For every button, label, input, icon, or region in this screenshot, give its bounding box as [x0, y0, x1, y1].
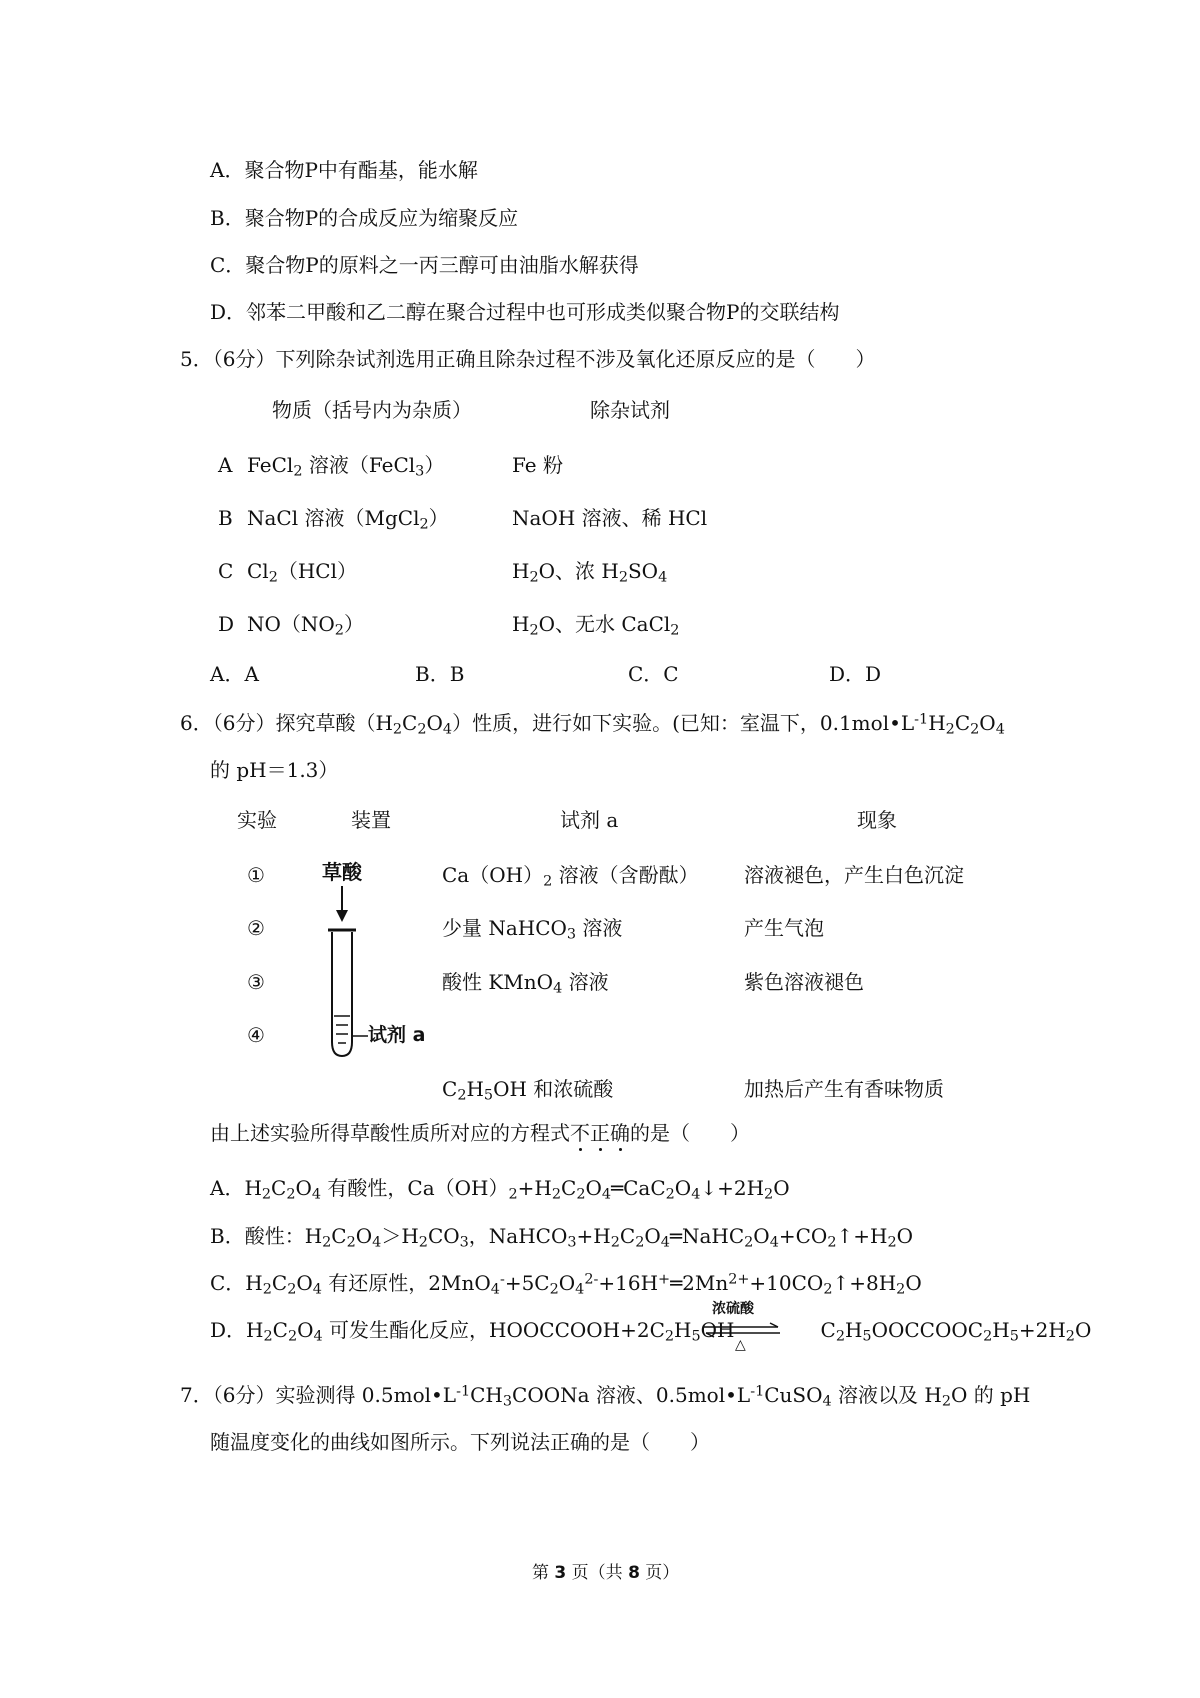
q5-header-reagent: 除杂试剂: [590, 398, 670, 422]
q4-option-a: A．聚合物P中有酯基，能水解: [210, 158, 478, 182]
footer-page-number: 3: [554, 1563, 567, 1583]
q6-header-phenomenon: 现象: [857, 808, 897, 832]
q6-row-phenomenon: 加热后产生有香味物质: [744, 1077, 944, 1101]
q6-option-c: C．$H_2C_2O_4$ 有还原性，$2MnO_4^-+5C_2O_4^{2-}+16H^+═2Mn^{2+}+10CO_2↑+8H_2O$: [210, 1271, 922, 1298]
q6-row-num: ①: [247, 863, 265, 887]
q6-header-reagent: 试剂 a: [560, 808, 619, 832]
q5-row-label: C: [218, 559, 234, 583]
q6-row-num: ③: [247, 970, 265, 994]
q6-row-num: ②: [247, 916, 265, 940]
q6-stem-line1: 6．（6分）探究草酸$(H_2C_2O_4)$性质，进行如下实验。(已知：室温下，$0.1mol•L^{-1}H_2C_2O_4$: [180, 711, 1005, 738]
q5-choice-b: B．B: [415, 662, 465, 686]
q5-stem: 5．（6分）下列除杂试剂选用正确且除杂过程不涉及氧化还原反应的是（ ）: [180, 347, 876, 371]
test-tube-icon: [328, 930, 368, 1056]
q6-row-reagent: $Ca(OH)_2$ 溶液（含酚酞）: [442, 863, 699, 890]
q6-row-phenomenon: 紫色溶液褪色: [744, 970, 864, 994]
q6-row-num: ④: [247, 1023, 265, 1047]
q6-row-reagent: $C_2H_5OH$ 和浓硫酸: [442, 1077, 614, 1104]
dropper-arrow-icon: [336, 886, 348, 922]
q7-line2: 随温度变化的曲线如图所示。下列说法正确的是（ ）: [210, 1430, 710, 1454]
q4-option-b: B．聚合物P的合成反应为缩聚反应: [210, 206, 519, 230]
footer-total-pages: 8: [628, 1563, 640, 1583]
q5-header-substance: 物质（括号内为杂质）: [272, 398, 472, 422]
q6-row-phenomenon: 溶液褪色，产生白色沉淀: [744, 863, 964, 887]
q5-row-reagent: Fe 粉: [512, 453, 563, 477]
q4-option-d: D．邻苯二甲酸和乙二醇在聚合过程中也可形成类似聚合物P的交联结构: [210, 300, 840, 324]
q6-row-reagent: 少量 NaHCO$_3$ 溶液: [442, 916, 623, 943]
device-label-reagent-a: 试剂 a: [368, 1024, 426, 1046]
q5-row-reagent: $H_2O$、无水 CaCl$_2$: [512, 612, 680, 639]
q6-stem-line2: 的 pH＝1.3）: [210, 758, 339, 782]
q5-row-reagent: NaOH 溶液、稀 HCl: [512, 506, 708, 530]
q5-row-substance: $Cl_2(HCl)$: [247, 559, 357, 586]
device-label-oxalic-acid: 草酸: [322, 860, 362, 884]
q7-line1: 7．（6分）实验测得 $0.5mol•L^{-1}CH_3COONa$ 溶液、$0.5mol•L^{-1}CuSO_4$ 溶液以及 $H_2O$ 的 pH: [180, 1383, 1031, 1410]
q6-header-device: 装置: [351, 808, 391, 832]
q5-row-substance: $NO(NO_2)$: [247, 612, 364, 639]
emphasis-not-correct: 不正确: [570, 1121, 630, 1145]
q6-header-exp: 实验: [237, 808, 277, 832]
q6-question: 由上述实验所得草酸性质所对应的方程式不正确的是（ ）: [210, 1121, 750, 1145]
q5-row-substance: NaCl 溶液（MgCl$_2$）: [247, 506, 449, 533]
q5-choice-d: D．D: [829, 662, 882, 686]
q5-row-substance: FeCl$_2$ 溶液（FeCl$_3$）: [247, 453, 445, 480]
q5-choice-c: C．C: [628, 662, 679, 686]
q5-row-label: B: [218, 506, 233, 530]
q5-row-label: A: [218, 453, 233, 477]
q6-row-reagent: 酸性 KMnO$_4$ 溶液: [442, 970, 609, 997]
q4-option-c: C．聚合物P的原料之一丙三醇可由油脂水解获得: [210, 253, 639, 277]
page-footer: 第 3 页（共 8 页）: [532, 1563, 680, 1583]
arrow-condition-top: 浓硫酸: [712, 1301, 754, 1317]
q5-choice-a: A．A: [210, 662, 259, 686]
q6-option-a: A．$H_2C_2O_4$ 有酸性，$Ca(OH)_2+H_2C_2O_4═CaC_2O_4↓+2H_2O$: [210, 1176, 790, 1203]
q6-option-b: B．酸性：$H_2C_2O_4>H_2CO_3$，$NaHCO_3+H_2C_2O_4═NaHC_2O_4+CO_2↑+H_2O$: [210, 1224, 914, 1251]
q6-option-d: D．$H_2C_2O_4$ 可发生酯化反应，$HOOCCOOH+2C_2H_5OH$ $C_2H_5OOCCOOC_2H_5+2H_2O$: [210, 1318, 1092, 1345]
test-tube-device: [310, 884, 370, 1064]
q5-row-reagent: $H_2O$、浓 $H_2SO_4$: [512, 559, 668, 586]
reversible-arrow-icon: [702, 1322, 782, 1338]
arrow-condition-bottom: △: [735, 1337, 746, 1353]
q6-row-phenomenon: 产生气泡: [744, 916, 824, 940]
q5-row-label: D: [218, 612, 235, 636]
